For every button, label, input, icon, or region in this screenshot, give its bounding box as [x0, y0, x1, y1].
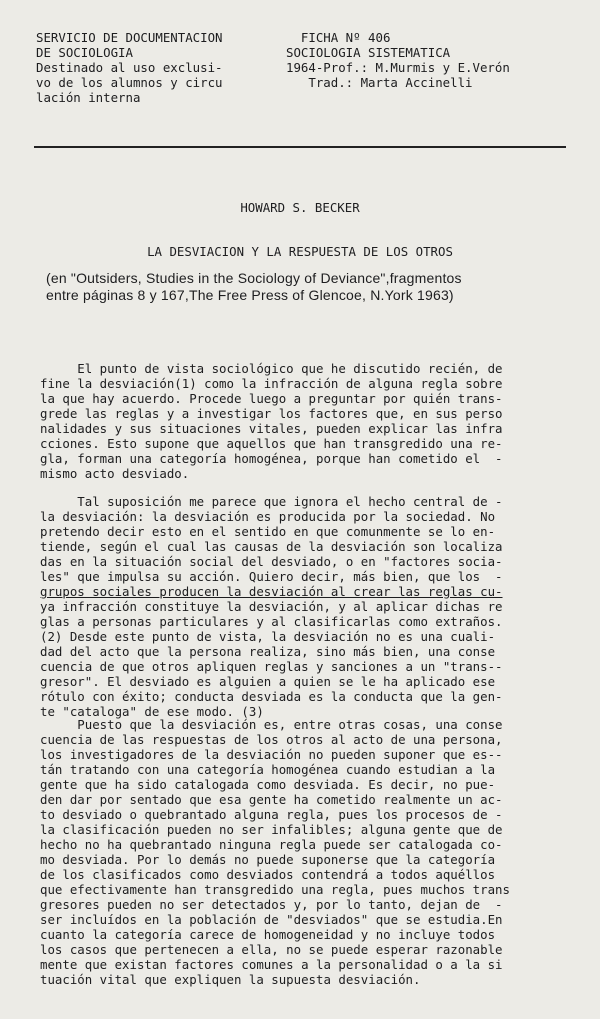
text-line: pretendo decir esto en el sentido en que comunmente se lo en-: [40, 524, 496, 539]
text-line: (2) Desde este punto de vista, la desviación no es una cuali-: [40, 629, 496, 644]
source-line: (en "Outsiders, Studies in the Sociology of Deviance",fragmentos: [46, 270, 462, 286]
text-line: den dar por sentado que esa gente ha cometido realmente un ac-: [40, 792, 503, 807]
paragraph-1: [40, 361, 503, 481]
text-line: cuanto la categoría carece de homogeneidad y no incluye todos: [40, 927, 496, 942]
text-line: tuación vital que expliquen la supuesta desviación.: [40, 972, 421, 987]
text-line: grede las reglas y a investigar los factores que, en sus perso: [40, 406, 503, 421]
text-line: les" que impulsa su acción. Quiero decir, más bien, que los -: [40, 569, 503, 584]
header-right-line: FICHA Nº 406: [286, 30, 391, 45]
header-right-line: Trad.: Marta Accinelli: [286, 75, 473, 90]
text-line: das en la situación social del desviado, o en "factores socia-: [40, 554, 503, 569]
text-line: los investigadores de la desviación no pueden suponer que es--: [40, 747, 503, 762]
header-right-line: 1964-Prof.: M.Murmis y E.Verón: [286, 60, 510, 75]
text-line: dad del acto que la persona realiza, sino más bien, una conse: [40, 644, 496, 659]
text-line: to desviado o quebrantado alguna regla, pues los procesos de -: [40, 807, 503, 822]
text-line: tiende, según el cual las causas de la desviación son localiza: [40, 539, 503, 554]
document-title: LA DESVIACION Y LA RESPUESTA DE LOS OTROS: [147, 244, 453, 259]
text-line: te "cataloga" de ese modo. (3): [40, 704, 264, 719]
source-citation: [46, 270, 462, 304]
header-left-block: [36, 30, 223, 105]
header-left-line: SERVICIO DE DOCUMENTACION: [36, 30, 223, 45]
text-line: El punto de vista sociológico que he discutido recién, de: [40, 361, 503, 376]
text-line: fine la desviación(1) como la infracción de alguna regla sobre: [40, 376, 503, 391]
header-left-line: DE SOCIOLOGIA: [36, 45, 133, 60]
header-left-line: vo de los alumnos y circu: [36, 75, 223, 90]
text-line: mente que existan factores comunes a la personalidad o a la si: [40, 957, 503, 972]
text-line: que efectivamente han transgredido una regla, pues muchos trans: [40, 882, 510, 897]
text-line: nalidades y sus situaciones vitales, pueden explicar las infra: [40, 421, 503, 436]
paragraph-2: [40, 494, 503, 719]
text-line: Puesto que la desviación es, entre otras cosas, una conse: [40, 717, 503, 732]
header-right-block: [286, 30, 510, 90]
paragraph-3: [40, 717, 510, 987]
text-line: ya infracción constituye la desviación, y al aplicar dichas re: [40, 599, 503, 614]
text-line: los casos que pertenecen a ella, no se puede esperar razonable: [40, 942, 503, 957]
text-line: tán tratando con una categoría homogénea cuando estudian a la: [40, 762, 496, 777]
text-line: de los clasificados como desviados contendrá a todos aquéllos: [40, 867, 496, 882]
text-line: hecho no ha quebrantado ninguna regla puede ser catalogada co-: [40, 837, 503, 852]
text-line: Tal suposición me parece que ignora el hecho central de -: [40, 494, 503, 509]
text-line: rótulo con éxito; conducta desviada es la conducta que la gen-: [40, 689, 503, 704]
text-line: mo desviada. Por lo demás no puede suponerse que la categoría: [40, 852, 496, 867]
text-line: cciones. Esto supone que aquellos que han transgredido una re-: [40, 436, 503, 451]
text-line: cuencia de que otros apliquen reglas y sanciones a un "trans--: [40, 659, 503, 674]
header-divider: [34, 146, 566, 148]
underlined-text-line: grupos sociales producen la desviación al crear las reglas cu-: [40, 584, 503, 599]
text-line: la que hay acuerdo. Procede luego a preguntar por quién trans-: [40, 391, 503, 406]
source-line: entre páginas 8 y 167,The Free Press of Glencoe, N.York 1963): [46, 287, 454, 303]
author-name: HOWARD S. BECKER: [240, 200, 360, 215]
text-line: gresores pueden no ser detectados y, por lo tanto, dejan de -: [40, 897, 503, 912]
text-line: cuencia de las respuestas de los otros al acto de una persona,: [40, 732, 503, 747]
text-line: glas a personas particulares y al clasificarlas como extraños.: [40, 614, 503, 629]
header-left-line: lación interna: [36, 90, 141, 105]
text-line: gente que ha sido catalogada como desviada. Es decir, no pue-: [40, 777, 496, 792]
text-line: ser incluídos en la población de "desviados" que se estudia.En: [40, 912, 503, 927]
text-line: la desviación: la desviación es producida por la sociedad. No: [40, 509, 496, 524]
header-left-line: Destinado al uso exclusi-: [36, 60, 223, 75]
text-line: gla, forman una categoría homogénea, porque han cometido el -: [40, 451, 503, 466]
text-line: la clasificación pueden no ser infalibles; alguna gente que de: [40, 822, 503, 837]
text-line: gresor". El desviado es alguien a quien se le ha aplicado ese: [40, 674, 496, 689]
header-right-line: SOCIOLOGIA SISTEMATICA: [286, 45, 451, 60]
text-line: mismo acto desviado.: [40, 466, 190, 481]
